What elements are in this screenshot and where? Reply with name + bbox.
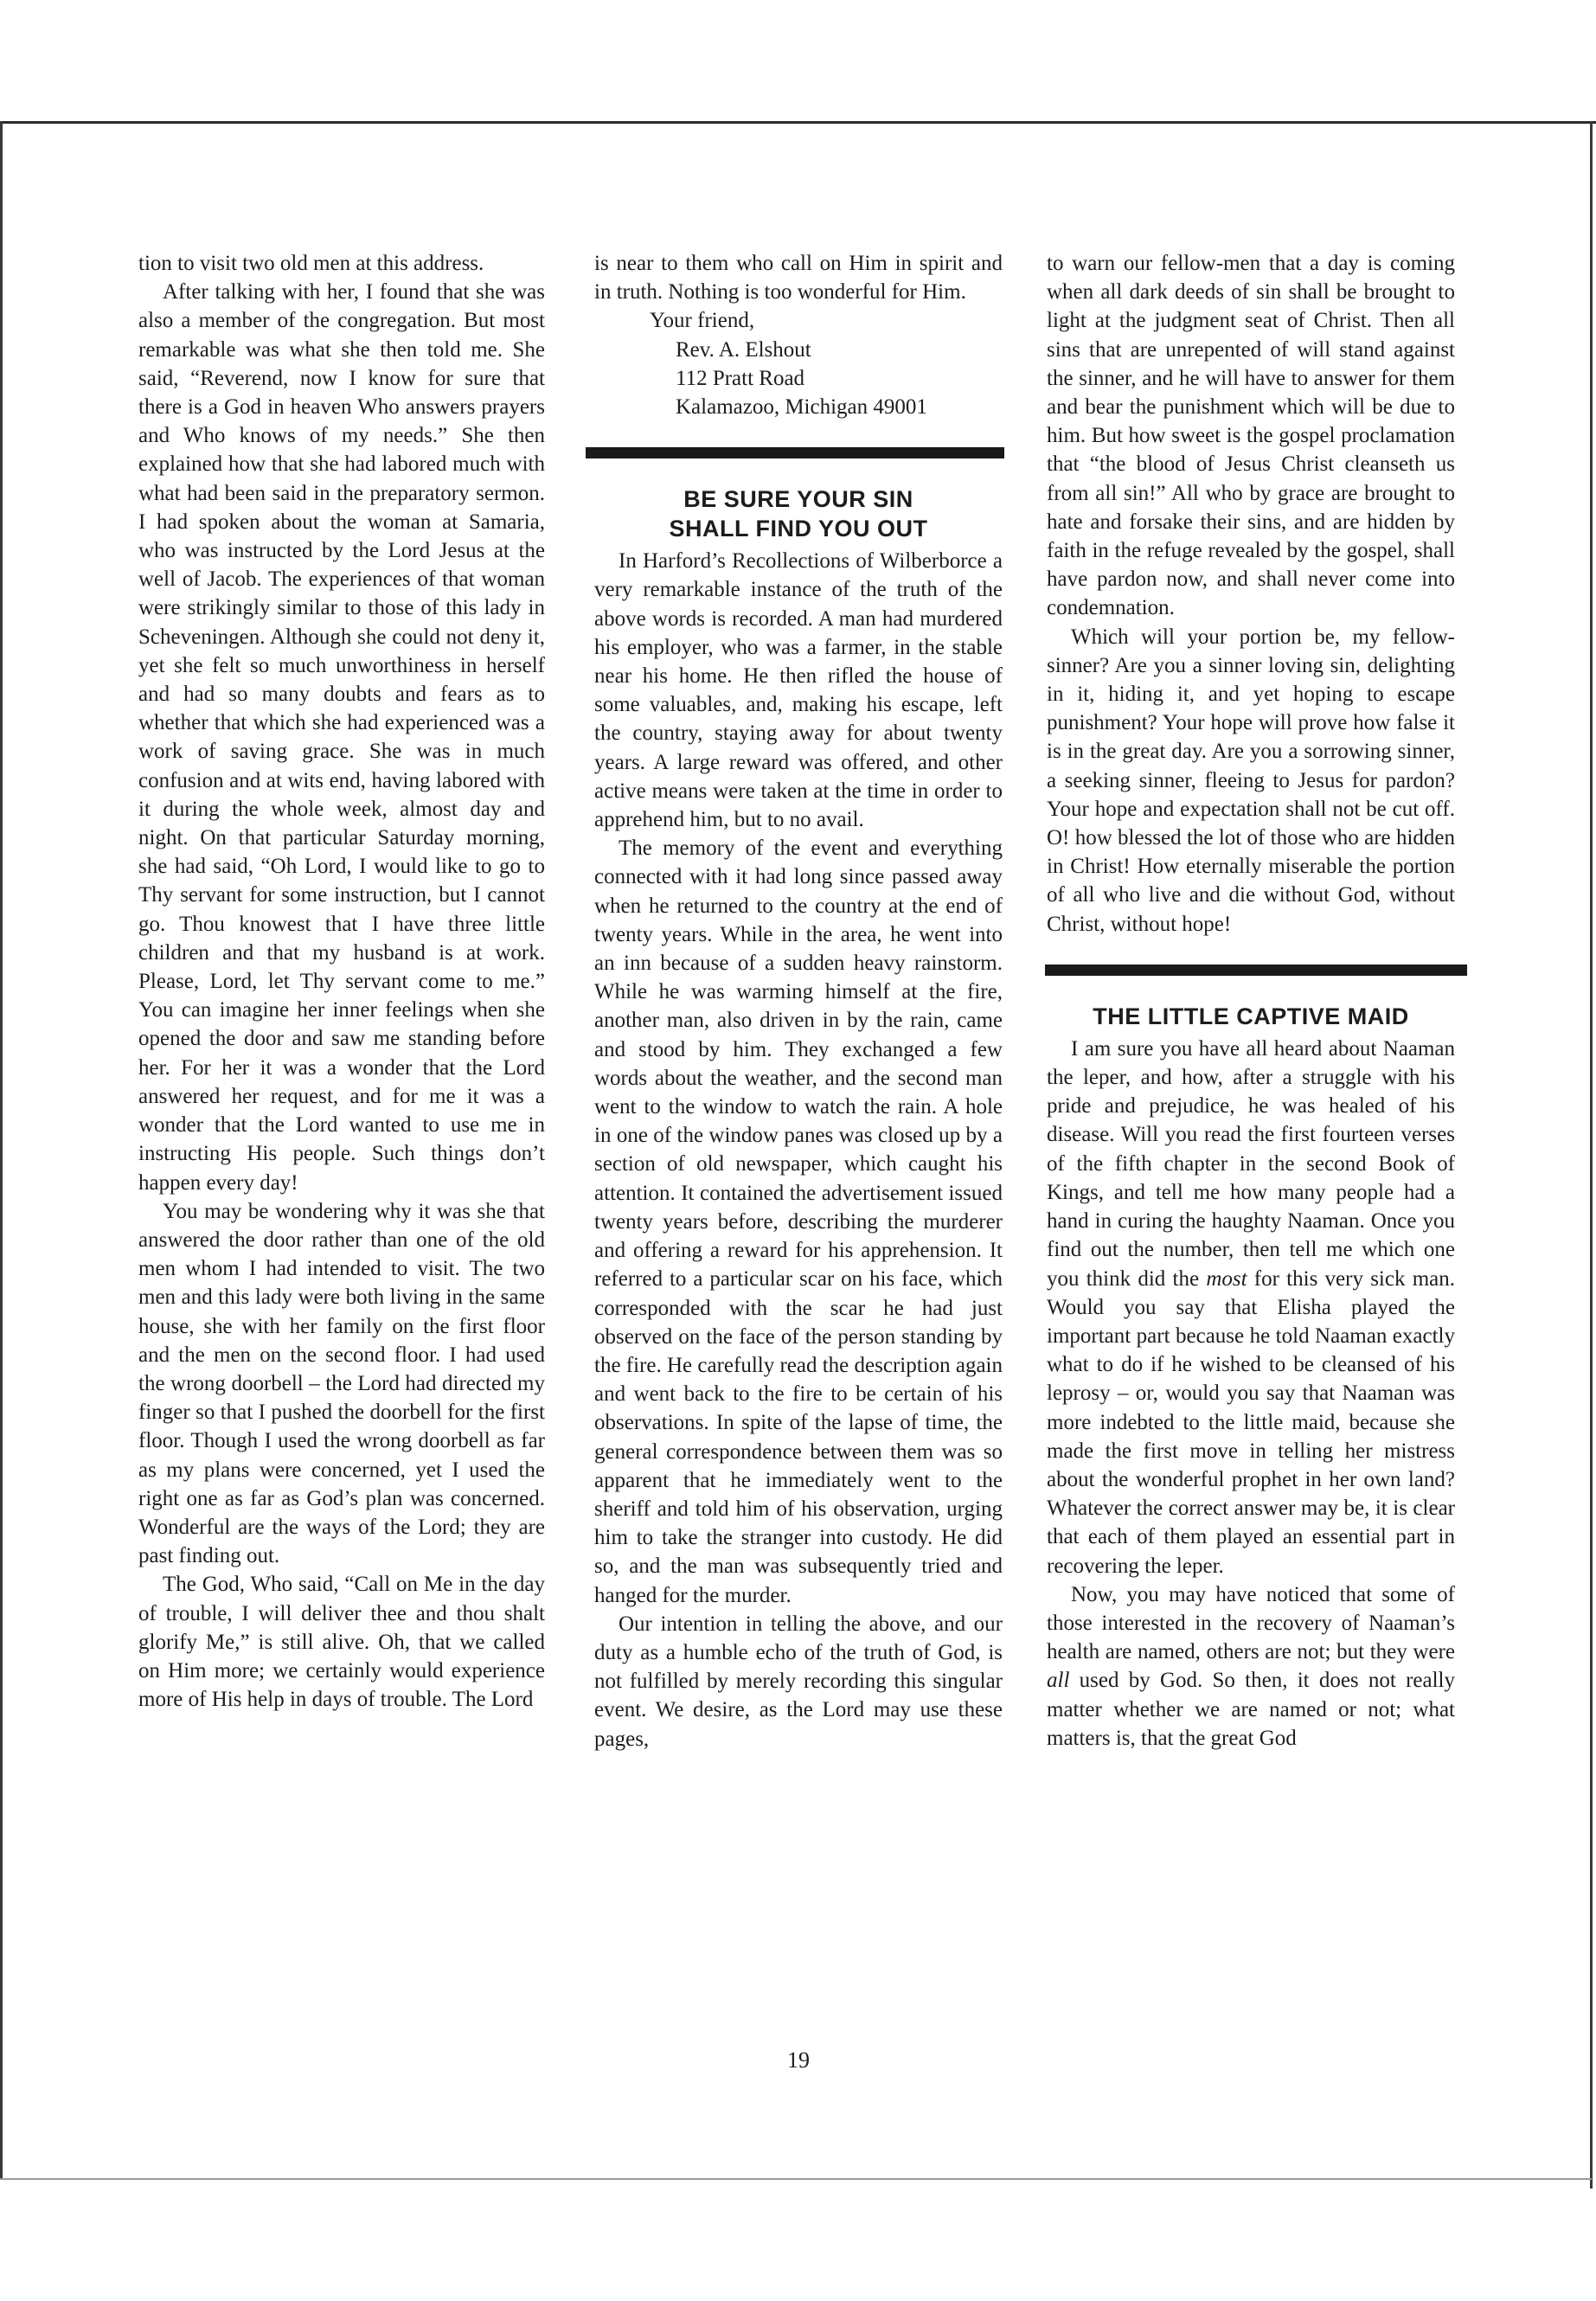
paragraph: The God, Who said, “Call on Me in the day of trouble, I will deliver thee and thou shalt glorify Me,” is still alive. Oh, that we called on Him more; we certainly would experience more of His help in days of trouble. The Lord xyxy=(138,1573,545,1712)
column-2 xyxy=(594,249,1003,1753)
scan-border-right xyxy=(1590,121,1593,2189)
letter-ending: is near to them who call on Him in spirit and in truth. Nothing is too wonderful for Him. xyxy=(594,252,1003,304)
paragraph: tion to visit two old men at this address. xyxy=(138,252,484,275)
article-title-maid: THE LITTLE CAPTIVE MAID xyxy=(1093,1003,1409,1029)
paragraph: The memory of the event and everything connected with it had long since passed away when he returned to the country at the end of twenty years. While in the area, he went into an inn because of a sudden heavy rainstorm. While he was warming himself at the fire, another man, also driven in by the rain, came and stood by him. They exchanged a few words about the weather, and the second man went to the window to watch the rain. A hole in one of the window panes was closed up by a section of old newspaper, which caught his attention. It contained the advertisement issued twenty years before, describing the murderer and offering a reward for his apprehension. It referred to a particular scar on his face, which corresponded with the scar he had just observed on the face of the person standing by the fire. He carefully read the description again and went back to the fire to be certain of his observations. In spite of the lapse of time, the general correspondence between them was so apparent that he immediately went to the sheriff and told him of his observation, urging him to take the stranger into custody. He did so, and the man was subsequently tried and hanged for the murder. xyxy=(594,836,1003,1607)
text-run: Now, you may have noticed that some of those interested in the recovery of Naaman’s health are named, others are not; but they were xyxy=(1047,1582,1455,1664)
emphasis: all xyxy=(1047,1669,1070,1693)
paragraph: to warn our fellow-men that a day is coming when all dark deeds of sin shall be brought to light at the judgment seat of Christ. Then all sins that are unrepented of will stand against the sinner, and he will have to answer for them and bear the punishment which will be due to him. But how sweet is the gospel proclamation that “the blood of Jesus Christ cleanseth us from all sin!” All who by grace are brought to hate and forsake their sins, and are hidden by faith in the refuge revealed by the gospel, shall have pardon now, and shall never come into condemnation. xyxy=(1047,252,1455,620)
paragraph: In Harford’s Recollections of Wilberborce a very remarkable instance of the truth of the above words is recorded. A man had murdered his employer, who was a farmer, in the stable near his home. He then rifled the house of some valuables, and, making his escape, left the country, staying away for about twenty years. A large reward was offered, and other active means were taken at the time in order to apprehend him, but to no avail. xyxy=(594,549,1003,832)
column-1 xyxy=(138,249,545,1714)
emphasis: most xyxy=(1206,1266,1247,1291)
paragraph: Our intention in telling the above, and our duty as a humble echo of the truth of God, is not fulfilled by merely recording this singular event. We desire, as the Lord may use these pages, xyxy=(594,1612,1003,1751)
paragraph xyxy=(1047,1580,1455,1753)
text-run: used by God. So then, it does not really matter whether we are named or not; what matters is, that the great God xyxy=(1047,1669,1455,1750)
text-run: I am sure you have all heard about Naaman the leper, and how, after a struggle with his pride and prejudice, he was healed of his disease. Will you read the first fourteen verses of the fifth chapter in the second Book of Kings, and tell me how many people had a hand in curing the haughty Naaman. Once you find out the number, then tell me which one you think did the xyxy=(1047,1036,1455,1291)
page-number: 19 xyxy=(787,2048,810,2073)
paragraph xyxy=(1047,1035,1455,1580)
article-title-line: SHALL FIND YOU OUT xyxy=(669,516,928,542)
column-3 xyxy=(1047,249,1455,1753)
section-divider xyxy=(1045,965,1467,976)
letter-signature: Rev. A. Elshout xyxy=(676,337,811,362)
paragraph: Which will your portion be, my fellow-sinner? Are you a sinner loving sin, delighting in it, hiding it, and yet hoping to escape punishment? Your hope will prove how false it is in the great day. Are you a sorrowing sinner, a seeking sinner, fleeing to Jesus for pardon? Your hope and expectation shall not be cut off. O! how blessed the lot of those who are hidden in Christ! How eternally miserable the portion of all who live and die without God, without Christ, without hope! xyxy=(1047,625,1455,936)
article-title-line: BE SURE YOUR SIN xyxy=(683,486,913,513)
letter-address-city: Kalamazoo, Michigan 49001 xyxy=(676,395,927,420)
article-title-sin xyxy=(594,484,1003,543)
letter-closing: Your friend, xyxy=(650,309,755,333)
scan-border-top xyxy=(0,121,1596,124)
section-divider xyxy=(586,447,1004,458)
letter-address-street: 112 Pratt Road xyxy=(676,366,805,390)
paragraph: You may be wondering why it was she that answered the door rather than one of the old men whom I had intended to visit. The two men and this lady were both living in the same house, she with her family on the first floor and the men on the second floor. I had used the wrong doorbell – the Lord had directed my finger so that I pushed the doorbell for the first floor. Though I used the wrong doorbell as far as my plans were concerned, yet I used the right one as far as God’s plan was concerned. Wonderful are the ways of the Lord; they are past finding out. xyxy=(138,1199,545,1568)
text-run: for this very sick man. Would you say that Elisha played the important part because he told Naaman exactly what to do if he wished to be cleansed of his leprosy – or, would you say that Naaman was more indebted to the little maid, because she made the first move in telling her mistress about the wonderful prophet in her own land? Whatever the correct answer may be, it is clear that each of them played an essential part in recovering the leper. xyxy=(1047,1266,1455,1578)
scan-border-bottom xyxy=(0,2178,1592,2180)
paragraph: After talking with her, I found that she was also a member of the congregation. But most remarkable was what she then told me. She said, “Reverend, now I know for sure that there is a God in heaven Who answers prayers and Who knows of my needs.” She then explained how that she had labored much with what had been said in the preparatory sermon. I had spoken about the woman at Samaria, who was instructed by the Lord Jesus at the well of Jacob. The experiences of that woman were strikingly similar to those of this lady in Scheveningen. Although she could not deny it, yet she felt so much unworthiness in herself and had so many doubts and fears as to whether that which she had experienced was a work of saving grace. She was in much confusion and at wits end, having labored with it during the whole week, almost day and night. On that particular Saturday morning, she had said, “Oh Lord, I would like to go to Thy servant for some instruction, but I cannot go. Thou knowest that I have three little children and that my husband is at work. Please, Lord, let Thy servant come to me.” You can imagine her inner feelings when she opened the door and saw me standing before her. For her it was a wonder that the Lord answered her request, and for me it was a wonder that the Lord wanted to use me in instructing His people. Such things don’t happen every day! xyxy=(138,280,545,1195)
scan-border-left xyxy=(0,121,3,2180)
